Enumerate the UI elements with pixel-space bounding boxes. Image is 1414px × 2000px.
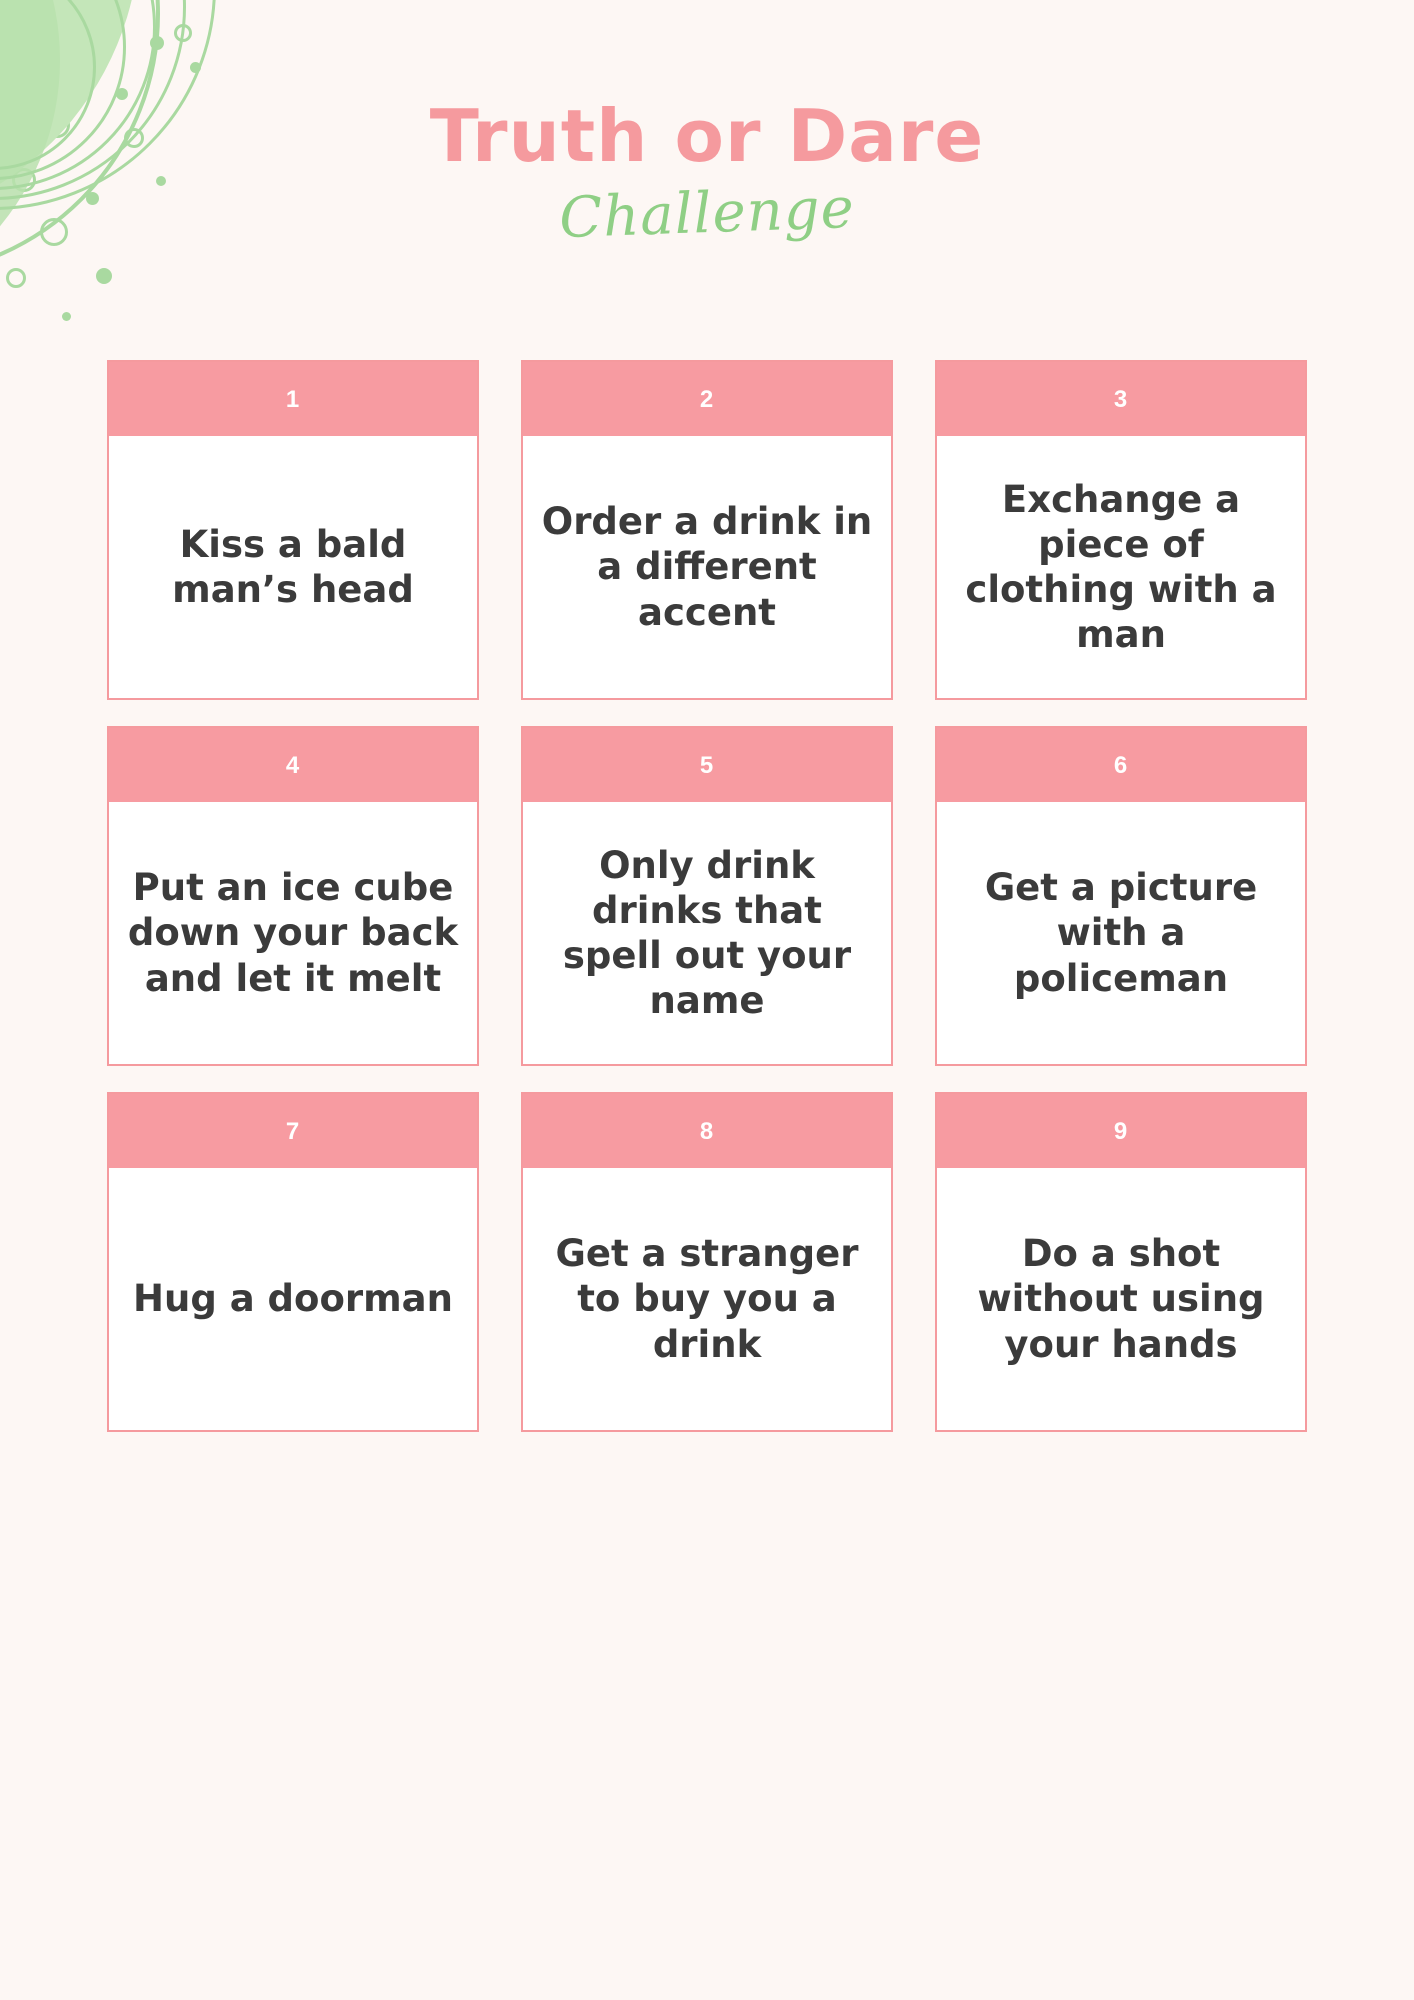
card-body xyxy=(109,1168,477,1430)
challenge-card[interactable] xyxy=(107,360,479,700)
challenge-card[interactable] xyxy=(935,726,1307,1066)
challenge-card[interactable] xyxy=(107,1092,479,1432)
card-body xyxy=(109,802,477,1064)
challenge-card[interactable] xyxy=(521,360,893,700)
challenge-card[interactable] xyxy=(935,360,1307,700)
card-text: Get a stranger to buy you a drink xyxy=(555,1232,859,1366)
card-text: Hug a doorman xyxy=(133,1277,453,1321)
card-text: Kiss a bald man’s head xyxy=(172,522,414,611)
card-body xyxy=(523,1168,891,1430)
challenge-card[interactable] xyxy=(107,726,479,1066)
challenge-card[interactable] xyxy=(521,1092,893,1432)
card-number: 7 xyxy=(109,1094,477,1168)
page-subtitle: Challenge xyxy=(558,175,856,252)
challenge-card[interactable] xyxy=(935,1092,1307,1432)
card-text: Get a picture with a policeman xyxy=(984,866,1258,1000)
card-number: 1 xyxy=(109,362,477,436)
card-number: 9 xyxy=(937,1094,1305,1168)
card-text: Exchange a piece of clothing with a man xyxy=(965,477,1277,657)
card-body xyxy=(937,802,1305,1064)
card-body xyxy=(937,1168,1305,1430)
card-number: 5 xyxy=(523,728,891,802)
card-text: Order a drink in a different accent xyxy=(541,500,873,634)
card-body xyxy=(109,436,477,698)
card-number: 6 xyxy=(937,728,1305,802)
card-body xyxy=(523,436,891,698)
card-number: 4 xyxy=(109,728,477,802)
card-text: Only drink drinks that spell out your name xyxy=(562,843,852,1023)
card-number: 8 xyxy=(523,1094,891,1168)
card-number: 2 xyxy=(523,362,891,436)
card-body xyxy=(937,436,1305,698)
page-title: Truth or Dare xyxy=(429,94,985,178)
poster-header xyxy=(0,0,1414,252)
challenge-card[interactable] xyxy=(521,726,893,1066)
card-text: Put an ice cube down your back and let it melt xyxy=(127,866,459,1000)
card-number: 3 xyxy=(937,362,1305,436)
card-text: Do a shot without using your hands xyxy=(977,1232,1265,1366)
card-body xyxy=(523,802,891,1064)
challenge-card-grid xyxy=(107,360,1307,1432)
